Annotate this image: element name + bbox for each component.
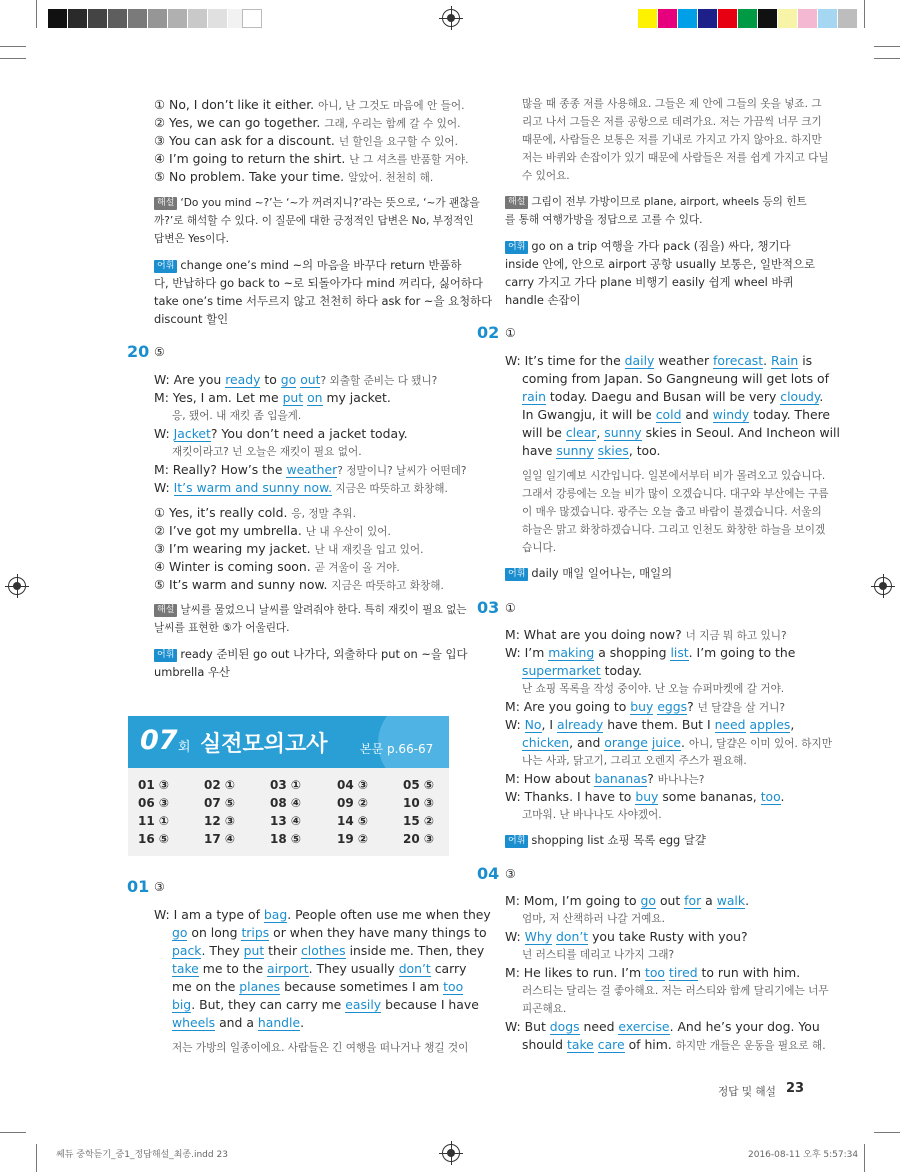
test-header-banner: 07 회 실전모의고사 본문 p.66-67 bbox=[128, 716, 449, 768]
question-number: 04 bbox=[477, 864, 500, 883]
test-number: 07 bbox=[140, 725, 178, 756]
registration-mark-icon bbox=[442, 1144, 460, 1162]
question-number: 01 bbox=[127, 877, 150, 896]
answer-choice: ③ bbox=[505, 867, 516, 881]
test-title: 실전모의고사 bbox=[200, 732, 328, 757]
registration-mark-icon bbox=[874, 577, 892, 595]
page-reference: 본문 p.66-67 bbox=[360, 742, 434, 756]
answer-key-grid: 01 ③ 02 ① 03 ① 04 ③ 05 ⑤ 06 ③ 07 ⑤ 08 ④ 09 ② 10 ③ 11 ① 12 ③ 13 ④ 14 ⑤ 15 ② 16 ⑤ 17 ④ 18 ⑤ 19 ② 20 ③ bbox=[128, 768, 449, 856]
answer-choice: ① bbox=[505, 601, 516, 615]
question-number: 03 bbox=[477, 598, 500, 617]
page-number: 23 bbox=[786, 1081, 805, 1096]
answer-choice: ③ bbox=[154, 880, 165, 894]
timestamp: 2016-08-11 오후 5:57:34 bbox=[748, 1150, 859, 1160]
registration-mark-icon bbox=[8, 577, 26, 595]
page-label: 정답 및 해설 bbox=[718, 1086, 776, 1098]
answer-choice: ① bbox=[505, 326, 516, 340]
question-number: 02 bbox=[477, 323, 500, 342]
answer-choice: ⑤ bbox=[154, 345, 165, 359]
question-number: 20 bbox=[127, 342, 150, 361]
file-slug: 쎄듀 중학듣기_중1_정답해설_최종.indd 23 bbox=[56, 1150, 228, 1160]
registration-mark-icon bbox=[442, 9, 460, 27]
